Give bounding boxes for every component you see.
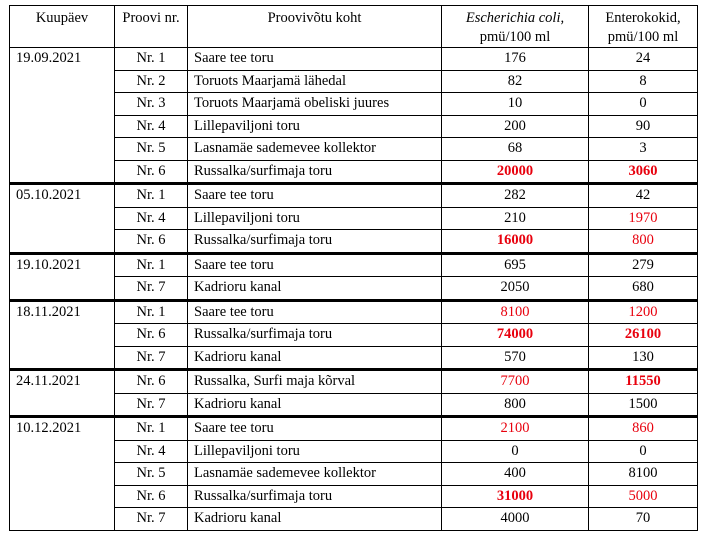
- site-cell: Russalka/surfimaja toru: [188, 485, 442, 508]
- date-cell: [10, 277, 115, 301]
- sample-nr-cell: Nr. 1: [115, 417, 188, 441]
- date-cell: [10, 230, 115, 254]
- site-cell: Lillepaviljoni toru: [188, 115, 442, 138]
- date-cell: [10, 324, 115, 347]
- table-row: [10, 485, 698, 508]
- water-quality-table: [9, 5, 698, 531]
- ecoli-cell: 4000: [442, 508, 589, 531]
- header-entero: Enterokokid, pmü/100 ml: [589, 6, 698, 48]
- site-cell: Saare tee toru: [188, 300, 442, 324]
- sample-nr-cell: Nr. 6: [115, 370, 188, 394]
- date-cell: 18.11.2021: [10, 300, 115, 324]
- date-cell: [10, 160, 115, 184]
- entero-cell: 70: [589, 508, 698, 531]
- table-row: [10, 70, 698, 93]
- table-row: [10, 277, 698, 301]
- sample-nr-cell: Nr. 7: [115, 277, 188, 301]
- entero-cell: 1970: [589, 207, 698, 230]
- ecoli-cell: 20000: [442, 160, 589, 184]
- entero-cell: 8: [589, 70, 698, 93]
- entero-cell: 5000: [589, 485, 698, 508]
- table-row: [10, 300, 698, 324]
- sample-nr-cell: Nr. 1: [115, 253, 188, 277]
- table-row: [10, 115, 698, 138]
- sample-nr-cell: Nr. 1: [115, 48, 188, 71]
- table-row: [10, 370, 698, 394]
- date-cell: 05.10.2021: [10, 184, 115, 208]
- ecoli-cell: 7700: [442, 370, 589, 394]
- site-cell: Saare tee toru: [188, 253, 442, 277]
- sample-nr-cell: Nr. 1: [115, 184, 188, 208]
- date-cell: [10, 138, 115, 161]
- header-sample-nr: Proovi nr.: [115, 6, 188, 48]
- date-cell: [10, 485, 115, 508]
- date-cell: [10, 115, 115, 138]
- sample-nr-cell: Nr. 6: [115, 324, 188, 347]
- ecoli-cell: 82: [442, 70, 589, 93]
- entero-cell: 800: [589, 230, 698, 254]
- entero-cell: 11550: [589, 370, 698, 394]
- sample-nr-cell: Nr. 6: [115, 230, 188, 254]
- ecoli-cell: 2050: [442, 277, 589, 301]
- ecoli-cell: 400: [442, 463, 589, 486]
- ecoli-cell: 695: [442, 253, 589, 277]
- date-cell: 19.09.2021: [10, 48, 115, 71]
- header-ecoli: [442, 6, 589, 48]
- ecoli-cell: 2100: [442, 417, 589, 441]
- entero-cell: 130: [589, 346, 698, 370]
- site-cell: Kadrioru kanal: [188, 508, 442, 531]
- table-row: [10, 346, 698, 370]
- site-cell: Lasnamäe sademevee kollektor: [188, 138, 442, 161]
- sample-nr-cell: Nr. 4: [115, 440, 188, 463]
- sample-nr-cell: Nr. 4: [115, 115, 188, 138]
- table-row: [10, 138, 698, 161]
- date-cell: 19.10.2021: [10, 253, 115, 277]
- site-cell: Russalka/surfimaja toru: [188, 160, 442, 184]
- entero-cell: 0: [589, 440, 698, 463]
- table-row: [10, 417, 698, 441]
- site-cell: Lillepaviljoni toru: [188, 440, 442, 463]
- date-cell: [10, 440, 115, 463]
- ecoli-cell: 200: [442, 115, 589, 138]
- header-date: Kuupäev: [10, 6, 115, 48]
- entero-cell: 24: [589, 48, 698, 71]
- date-cell: [10, 346, 115, 370]
- ecoli-cell: 282: [442, 184, 589, 208]
- site-cell: Lillepaviljoni toru: [188, 207, 442, 230]
- table-body: [10, 48, 698, 531]
- entero-cell: 8100: [589, 463, 698, 486]
- sample-nr-cell: Nr. 7: [115, 346, 188, 370]
- entero-cell: 1500: [589, 393, 698, 417]
- sample-nr-cell: Nr. 4: [115, 207, 188, 230]
- entero-cell: 3: [589, 138, 698, 161]
- table-row: [10, 253, 698, 277]
- table-row: [10, 508, 698, 531]
- sample-nr-cell: Nr. 5: [115, 138, 188, 161]
- site-cell: Kadrioru kanal: [188, 393, 442, 417]
- sample-nr-cell: Nr. 7: [115, 393, 188, 417]
- header-site: Proovivõtu koht: [188, 6, 442, 48]
- ecoli-cell: 31000: [442, 485, 589, 508]
- date-cell: [10, 70, 115, 93]
- table-row: [10, 393, 698, 417]
- ecoli-cell: 570: [442, 346, 589, 370]
- sample-nr-cell: Nr. 3: [115, 93, 188, 116]
- ecoli-cell: 68: [442, 138, 589, 161]
- site-cell: Russalka, Surfi maja kõrval: [188, 370, 442, 394]
- site-cell: Russalka/surfimaja toru: [188, 230, 442, 254]
- ecoli-cell: 10: [442, 93, 589, 116]
- table-row: [10, 160, 698, 184]
- date-cell: [10, 463, 115, 486]
- ecoli-cell: 0: [442, 440, 589, 463]
- site-cell: Kadrioru kanal: [188, 346, 442, 370]
- sample-nr-cell: Nr. 2: [115, 70, 188, 93]
- table-row: [10, 230, 698, 254]
- sample-nr-cell: Nr. 7: [115, 508, 188, 531]
- table-row: [10, 207, 698, 230]
- date-cell: [10, 393, 115, 417]
- header-ecoli-unit: pmü/100 ml: [479, 29, 551, 45]
- sample-nr-cell: Nr. 1: [115, 300, 188, 324]
- date-cell: [10, 93, 115, 116]
- entero-cell: 1200: [589, 300, 698, 324]
- table-row: [10, 440, 698, 463]
- site-cell: Saare tee toru: [188, 184, 442, 208]
- site-cell: Toruots Maarjamä obeliski juures: [188, 93, 442, 116]
- site-cell: Saare tee toru: [188, 48, 442, 71]
- table-row: [10, 48, 698, 71]
- sample-nr-cell: Nr. 6: [115, 485, 188, 508]
- entero-cell: 680: [589, 277, 698, 301]
- header-ecoli-name: Escherichia coli,: [465, 10, 565, 26]
- ecoli-cell: 800: [442, 393, 589, 417]
- entero-cell: 860: [589, 417, 698, 441]
- table-row: [10, 324, 698, 347]
- table-row: [10, 463, 698, 486]
- date-cell: [10, 207, 115, 230]
- site-cell: Toruots Maarjamä lähedal: [188, 70, 442, 93]
- ecoli-cell: 210: [442, 207, 589, 230]
- site-cell: Kadrioru kanal: [188, 277, 442, 301]
- table-row: [10, 184, 698, 208]
- ecoli-cell: 74000: [442, 324, 589, 347]
- entero-cell: 0: [589, 93, 698, 116]
- date-cell: 10.12.2021: [10, 417, 115, 441]
- site-cell: Russalka/surfimaja toru: [188, 324, 442, 347]
- ecoli-cell: 176: [442, 48, 589, 71]
- entero-cell: 42: [589, 184, 698, 208]
- header-row: [10, 6, 698, 48]
- date-cell: [10, 508, 115, 531]
- entero-cell: 26100: [589, 324, 698, 347]
- entero-cell: 279: [589, 253, 698, 277]
- site-cell: Lasnamäe sademevee kollektor: [188, 463, 442, 486]
- date-cell: 24.11.2021: [10, 370, 115, 394]
- ecoli-cell: 16000: [442, 230, 589, 254]
- sample-nr-cell: Nr. 6: [115, 160, 188, 184]
- site-cell: Saare tee toru: [188, 417, 442, 441]
- sample-nr-cell: Nr. 5: [115, 463, 188, 486]
- ecoli-cell: 8100: [442, 300, 589, 324]
- table-row: [10, 93, 698, 116]
- entero-cell: 3060: [589, 160, 698, 184]
- entero-cell: 90: [589, 115, 698, 138]
